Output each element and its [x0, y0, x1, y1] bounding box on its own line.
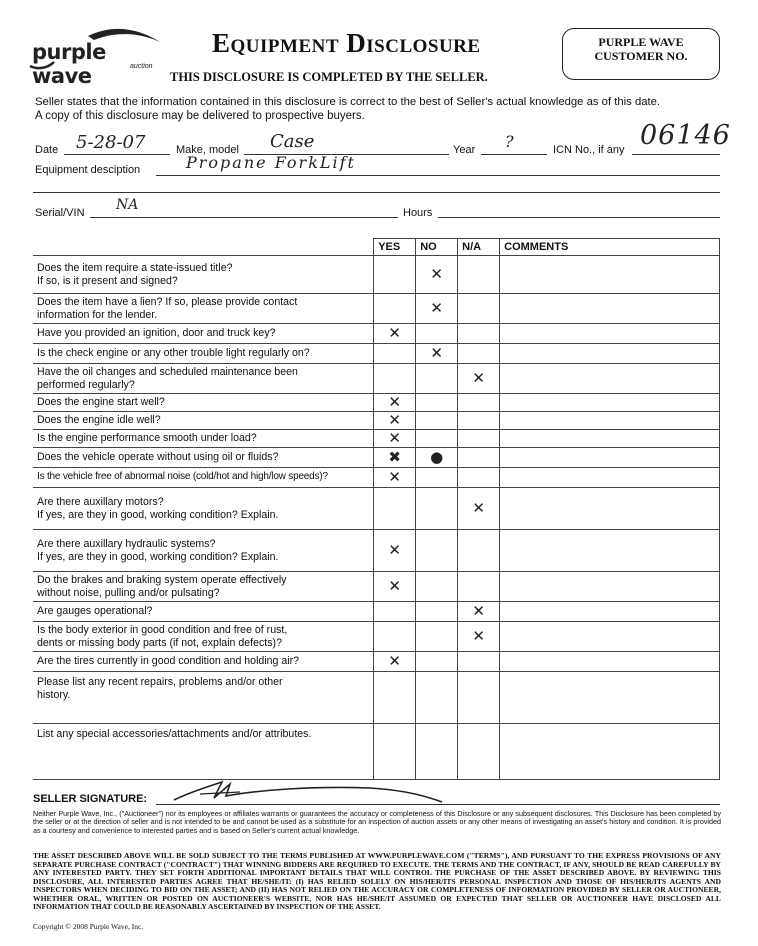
date-label: Date	[35, 144, 59, 156]
question-line1: Are there auxillary motors?	[37, 496, 164, 508]
table-row	[33, 622, 720, 652]
table-row	[33, 256, 720, 294]
question-cell	[33, 394, 374, 412]
question-line1: Are the tires currently in good condition and holding air?	[37, 655, 300, 668]
question-line2: If yes, are they in good, working condition? Explain.	[37, 508, 279, 521]
comments-cell[interactable]	[500, 394, 720, 412]
no-checkbox[interactable]	[416, 572, 458, 602]
question-line1: Please list any recent repairs, problems and/or other	[37, 676, 283, 688]
table-row	[33, 672, 720, 724]
hours-field[interactable]	[438, 203, 720, 218]
divider-line	[33, 192, 720, 193]
disclosure-table	[33, 238, 720, 780]
page-subtitle: THIS DISCLOSURE IS COMPLETED BY THE SELLER.	[170, 70, 488, 84]
make-label: Make, model	[176, 144, 239, 156]
na-checkbox[interactable]	[458, 412, 500, 430]
no-checkbox[interactable]: ✕	[416, 344, 458, 364]
comments-cell[interactable]	[500, 324, 720, 344]
icn-label: ICN No., if any	[553, 144, 625, 156]
table-row	[33, 324, 720, 344]
serial-label: Serial/VIN	[35, 207, 85, 219]
no-checkbox[interactable]	[416, 530, 458, 572]
na-checkbox[interactable]: ✕	[458, 622, 500, 652]
table-row	[33, 344, 720, 364]
yes-checkbox[interactable]: ✕	[374, 530, 416, 572]
question-cell	[33, 724, 374, 780]
question-line1: Is the engine performance smooth under load?	[37, 432, 257, 445]
question-cell	[33, 256, 374, 294]
comments-cell[interactable]	[500, 672, 720, 724]
comments-cell[interactable]	[500, 602, 720, 622]
question-line2: performed regularly?	[37, 378, 135, 391]
comments-cell[interactable]	[500, 344, 720, 364]
comments-cell[interactable]	[500, 572, 720, 602]
comments-cell[interactable]	[500, 448, 720, 468]
no-checkbox[interactable]	[416, 672, 458, 724]
table-row	[33, 448, 720, 468]
make-value: Case	[270, 131, 315, 152]
na-checkbox[interactable]	[458, 672, 500, 724]
na-checkbox[interactable]	[458, 430, 500, 448]
description-label: Equipment desciption	[35, 164, 141, 176]
yes-checkbox[interactable]	[374, 672, 416, 724]
na-checkbox[interactable]: ✕	[458, 488, 500, 530]
table-row	[33, 412, 720, 430]
question-line2: history.	[37, 688, 71, 701]
question-line2: If so, is it present and signed?	[37, 274, 178, 287]
na-checkbox[interactable]	[458, 468, 500, 488]
na-checkbox[interactable]: ✕	[458, 602, 500, 622]
disclaimer-text: Neither Purple Wave, Inc., ("Auctioneer") nor its employees or affiliates warrants or guarantees the accuracy or completeness of this Disclosure or any subsequent disclosures. This Disclosure has been completed by the seller or at the direction of seller and is not intended to be and cannot be used as a substitute for an inspection of auction assets or any other means of investigating an asset's history and condition. It is provided as a courtesy and convenience to interested parties and is based on Seller's current actual knowledge.	[33, 809, 721, 835]
no-checkbox[interactable]	[416, 324, 458, 344]
comments-cell[interactable]	[500, 412, 720, 430]
na-checkbox[interactable]	[458, 256, 500, 294]
hours-label: Hours	[403, 207, 433, 219]
table-row	[33, 572, 720, 602]
year-field[interactable]	[481, 140, 547, 155]
yes-header: YES	[374, 239, 416, 256]
intro-line1: Seller states that the information contained in this disclosure is correct to the best of Seller's actual knowledge as of this date.	[35, 96, 661, 108]
customer-number-box	[562, 28, 720, 80]
question-line1: Does the engine idle well?	[37, 414, 161, 427]
no-checkbox[interactable]	[416, 602, 458, 622]
comments-cell[interactable]	[500, 622, 720, 652]
question-cell	[33, 602, 374, 622]
yes-checkbox[interactable]	[374, 344, 416, 364]
question-line2: information for the lender.	[37, 308, 158, 321]
no-checkbox[interactable]	[416, 488, 458, 530]
question-cell	[33, 294, 374, 324]
comments-cell[interactable]	[500, 488, 720, 530]
table-row	[33, 530, 720, 572]
customer-box-line1: PURPLE WAVE	[598, 35, 684, 49]
na-checkbox[interactable]	[458, 448, 500, 468]
comments-cell[interactable]	[500, 364, 720, 394]
no-checkbox[interactable]	[416, 468, 458, 488]
question-cell	[33, 572, 374, 602]
comments-cell[interactable]	[500, 256, 720, 294]
description-value: Propane ForkLift	[186, 153, 356, 172]
table-row	[33, 294, 720, 324]
yes-checkbox[interactable]	[374, 364, 416, 394]
question-line1: Does the item have a lien? If so, please provide contact	[37, 296, 298, 308]
yes-checkbox[interactable]: ✕	[374, 394, 416, 412]
na-checkbox[interactable]	[458, 652, 500, 672]
signature-scribble-icon	[170, 776, 450, 810]
question-line1: Do the brakes and braking system operate effectively	[37, 574, 287, 586]
question-cell	[33, 622, 374, 652]
table-row	[33, 652, 720, 672]
na-checkbox[interactable]	[458, 324, 500, 344]
logo-sub: auction	[130, 63, 153, 70]
yes-checkbox[interactable]	[374, 602, 416, 622]
no-checkbox[interactable]: ✕	[416, 256, 458, 294]
icn-value: 06146	[640, 120, 731, 151]
question-line1: Is the body exterior in good condition and free of rust,	[37, 624, 288, 636]
question-cell	[33, 468, 374, 488]
yes-checkbox[interactable]: ✕	[374, 572, 416, 602]
question-line1: Are gauges operational?	[37, 605, 153, 618]
signature-label: SELLER SIGNATURE:	[33, 793, 148, 805]
question-line1: List any special accessories/attachments and/or attributes.	[37, 728, 312, 740]
question-cell	[33, 488, 374, 530]
table-row	[33, 488, 720, 530]
serial-value: NA	[116, 197, 139, 213]
question-line1: Does the vehicle operate without using oil or fluids?	[37, 451, 279, 464]
question-header	[33, 239, 374, 256]
question-line2: If yes, are they in good, working condition? Explain.	[37, 550, 279, 563]
yes-checkbox[interactable]: ✕	[374, 652, 416, 672]
question-line1: Does the engine start well?	[37, 396, 165, 409]
no-checkbox[interactable]	[416, 430, 458, 448]
na-checkbox[interactable]	[458, 394, 500, 412]
no-checkbox[interactable]	[416, 622, 458, 652]
yes-checkbox[interactable]: ✖	[374, 448, 416, 468]
page-title: Equipment Disclosure	[212, 28, 481, 58]
question-cell	[33, 344, 374, 364]
question-cell	[33, 448, 374, 468]
legal-terms-text: THE ASSET DESCRIBED ABOVE WILL BE SOLD SUBJECT TO THE TERMS PUBLISHED AT WWW.PURPLEWAVE.COM ("TERMS"), AND PURSUANT TO THE EXPRESS PROVISIONS OF ANY SEPARATE PURCHASE CONTRACT ("CONTRACT") THAT WINNING BIDDERS ARE REQUIRED TO EXECUTE. THE TERMS AND THE CONTRACT, IF ANY, SHOULD BE READ CAREFULLY BY ANY INTERESTED PARTY. THEY SET FORTH ADDITIONAL IMPORTANT DETAILS THAT WILL CONTROL THE PURCHASE OF THE ASSET DESCRIBED ABOVE. BY REVIEWING THIS DISCLOSURE, ALL INTERESTED PARTIES AGREE THAT HE/SHE/IT: (I) HAS RELIED SOLELY ON HIS/HER/ITS PERSONAL INSPECTION AND THOSE OF HIS/HER/ITS AGENTS AND INSPECTORS WHEN DECIDING TO BID ON THE ASSET; AND (II) HAS NOT RELIED ON THE ACCURACY OR COMPLETENESS OF INFORMATION PROVIDED BY SELLER OR AUCTIONEER, WHETHER ORAL, WRITTEN OR POSTED ON AUCTIONEER'S WEBSITE, NOR HAS HE/SHE/IT ASSUMED OR EXPECTED THAT SELLER OR AUCTIONEER HAVE DISCLOSED ALL INFORMATION THAT COULD BE REASONABLY ASCERTAINED BY INSPECTION OF THE ASSET.	[33, 851, 721, 911]
no-checkbox[interactable]	[416, 394, 458, 412]
table-row	[33, 602, 720, 622]
comments-cell[interactable]	[500, 294, 720, 324]
customer-box-line2: CUSTOMER NO.	[594, 49, 688, 63]
question-line1: Is the check engine or any other trouble light regularly on?	[37, 347, 310, 360]
table-row	[33, 364, 720, 394]
logo	[28, 26, 168, 88]
question-cell	[33, 364, 374, 394]
question-cell	[33, 530, 374, 572]
intro-line2: A copy of this disclosure may be delivered to prospective buyers.	[35, 110, 365, 122]
yes-checkbox[interactable]	[374, 724, 416, 780]
copyright-text: Copyright © 2008 Purple Wave, Inc.	[33, 922, 144, 931]
logo-brand: purple wave	[32, 40, 106, 88]
year-value: ?	[505, 132, 514, 151]
table-row	[33, 394, 720, 412]
comments-header: COMMENTS	[500, 239, 720, 256]
question-line1: Have the oil changes and scheduled maintenance been	[37, 366, 298, 378]
no-checkbox[interactable]	[416, 724, 458, 780]
question-cell	[33, 412, 374, 430]
no-header: NO	[416, 239, 458, 256]
question-line1: Have you provided an ignition, door and truck key?	[37, 327, 276, 340]
question-cell	[33, 324, 374, 344]
comments-cell[interactable]	[500, 652, 720, 672]
no-checkbox[interactable]: ●	[416, 448, 458, 468]
question-line2: dents or missing body parts (if not, explain defects)?	[37, 636, 282, 649]
comments-cell[interactable]	[500, 530, 720, 572]
na-header: N/A	[458, 239, 500, 256]
no-checkbox[interactable]	[416, 412, 458, 430]
no-checkbox[interactable]	[416, 652, 458, 672]
table-row	[33, 724, 720, 780]
yes-checkbox[interactable]	[374, 294, 416, 324]
yes-checkbox[interactable]: ✕	[374, 430, 416, 448]
question-line2: without noise, pulling and/or pulsating?	[37, 586, 220, 599]
yes-checkbox[interactable]: ✕	[374, 468, 416, 488]
question-cell	[33, 652, 374, 672]
na-checkbox[interactable]	[458, 724, 500, 780]
question-cell	[33, 430, 374, 448]
na-checkbox[interactable]	[458, 530, 500, 572]
question-line1: Does the item require a state-issued title?	[37, 262, 233, 274]
comments-cell[interactable]	[500, 724, 720, 780]
yes-checkbox[interactable]	[374, 488, 416, 530]
no-checkbox[interactable]: ✕	[416, 294, 458, 324]
no-checkbox[interactable]	[416, 364, 458, 394]
na-checkbox[interactable]	[458, 344, 500, 364]
na-checkbox[interactable]	[458, 294, 500, 324]
question-cell	[33, 672, 374, 724]
date-value: 5-28-07	[76, 132, 146, 153]
yes-checkbox[interactable]	[374, 622, 416, 652]
question-line1: Is the vehicle free of abnormal noise (cold/hot and high/low speeds)?	[37, 471, 328, 483]
question-line1: Are there auxillary hydraulic systems?	[37, 538, 216, 550]
yes-checkbox[interactable]: ✕	[374, 412, 416, 430]
table-row	[33, 468, 720, 488]
year-label: Year	[453, 144, 476, 156]
comments-cell[interactable]	[500, 468, 720, 488]
table-row	[33, 430, 720, 448]
na-checkbox[interactable]	[458, 572, 500, 602]
na-checkbox[interactable]: ✕	[458, 364, 500, 394]
comments-cell[interactable]	[500, 430, 720, 448]
yes-checkbox[interactable]	[374, 256, 416, 294]
yes-checkbox[interactable]: ✕	[374, 324, 416, 344]
